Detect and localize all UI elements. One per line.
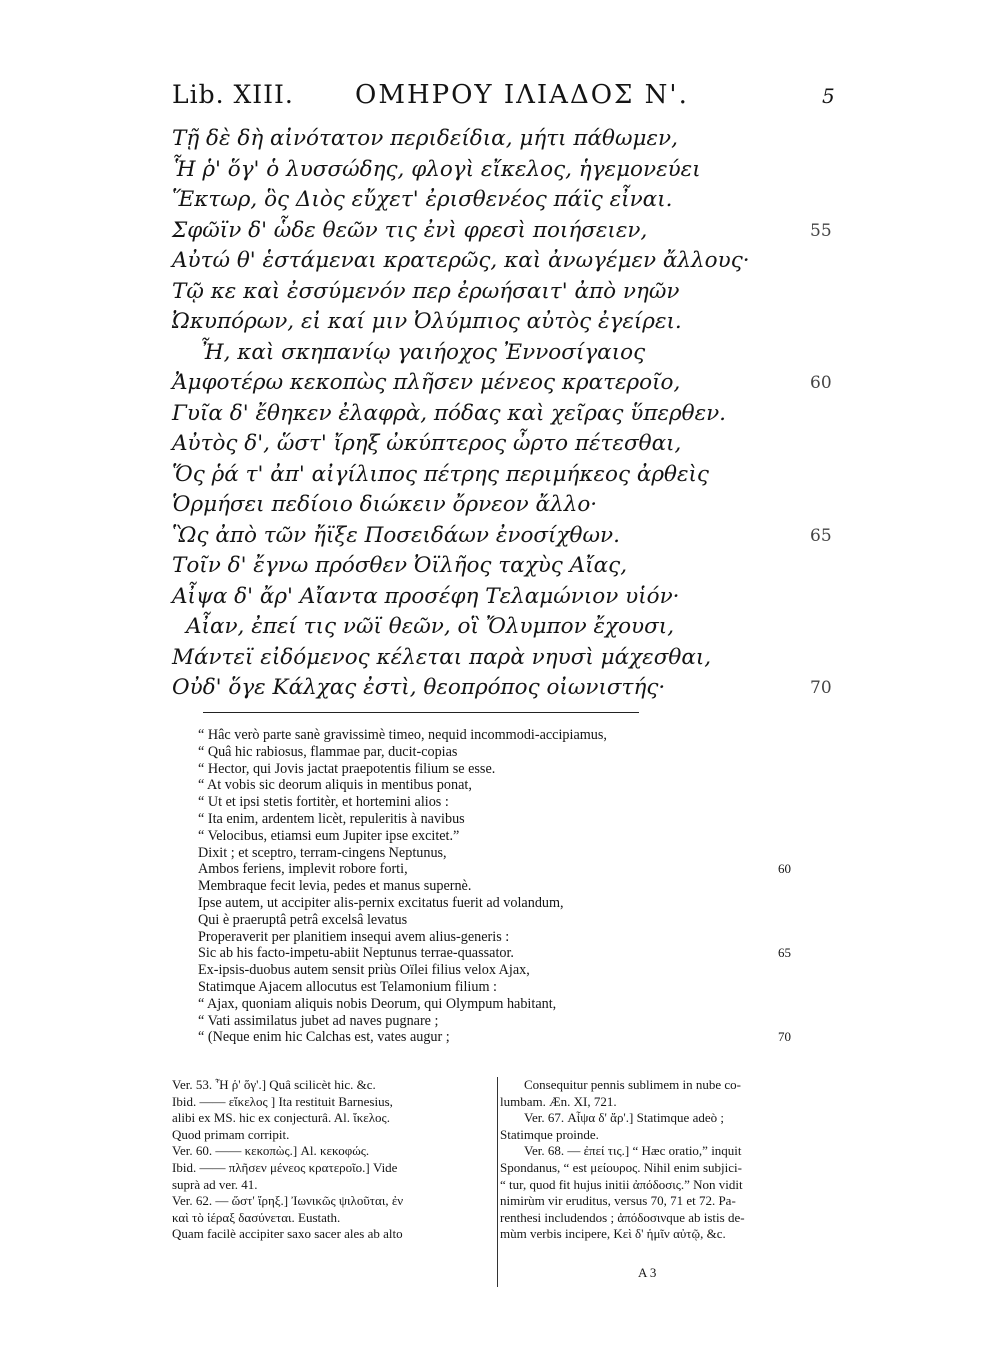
greek-line [172,521,872,552]
greek-line [172,643,872,674]
latin-line [198,861,798,878]
greek-line-text: Ἧ ῥ' ὅγ' ὁ λυσσώδης, φλογὶ εἴκελος, ἡγεμονεύει [172,156,701,182]
greek-line [172,124,872,155]
greek-line [172,673,872,704]
line-number: 55 [810,220,832,241]
latin-line [198,929,798,946]
footnotes-right-column [500,1077,832,1243]
greek-line [172,551,872,582]
greek-line-text: Τοῖν δ' ἔγνω πρόσθεν Ὀϊλῆος ταχὺς Αἴας, [172,553,628,578]
greek-line [172,246,872,277]
greek-line-text: Οὐδ' ὅγε Κάλχας ἐστὶ, θεοπρόπος οἰωνιστής· [172,675,666,700]
latin-line [198,828,798,845]
greek-line [172,429,872,460]
latin-line-text: Ambos feriens, implevit robore forti, [198,861,408,878]
greek-line-text: Τῇ δὲ δὴ αἰνότατον περιδείδια, μήτι πάθωμεν, [172,126,678,151]
footnote-column-divider [497,1077,498,1287]
greek-line-text: Αὐτώ θ' ἑστάμεναι κρατερῶς, καὶ ἀνωγέμεν ἄλλους· [172,248,750,273]
latin-line-text: Dixit ; et sceptro, terram-cingens Neptunus, [198,844,447,861]
footnotes-left-column [172,1077,494,1243]
greek-line [172,216,872,247]
greek-line-text: Σφῶϊν δ' ὧδε θεῶν τις ἐνὶ φρεσὶ ποιήσειεν, [172,217,648,243]
latin-line [198,912,798,929]
latin-line-text: “ Velocibus, etiamsi eum Jupiter ipse excitet.” [198,827,460,844]
running-head-title: ΟΜΗΡΟΥ ΙΛΙΑΔΟΣ Ν'. [355,80,689,110]
latin-translation-block [198,727,798,1046]
greek-line [172,399,872,430]
footnote-line: “ tur, quod fit hujus initii ἀπόδοσις.” Non vidit [500,1176,743,1192]
section-divider [203,712,639,713]
latin-line [198,794,798,811]
latin-line-text: Properaverit per planitiem insequi avem alius-generis : [198,928,510,945]
footnote-line: Quod primam corripit. [172,1126,290,1142]
latin-line-text: “ Ut et ipsi stetis fortitèr, et hortemini alios : [198,794,449,811]
latin-line [198,962,798,979]
greek-line-text: Ὁρμήσει πεδίοιο διώκειν ὄρνεον ἄλλο· [172,492,598,517]
footnote-line: Ibid. —— πλῆσεν μένεος κρατεροῖο.] Vide [172,1159,398,1175]
greek-line-text: Ὠκυπόρων, εἰ καί μιν Ὀλύμπιος αὐτὸς ἐγείρει. [172,309,682,334]
latin-line-text: Sic ab his facto-impetu-abiit Neptunus terrae-quassator. [198,945,514,962]
latin-line-text: Statimque Ajacem allocutus est Telamonium filium : [198,978,497,995]
latin-line-text: “ Quâ hic rabiosus, flammae par, ducit-copias [198,743,458,760]
printer-signature: A 3 [638,1265,657,1280]
greek-line-text: Μάντεϊ εἰδόμενος κέλεται παρὰ νηυσὶ μάχεσθαι, [172,644,712,670]
greek-line-text: Ἀμφοτέρω κεκοπὼς πλῆσεν μένεος κρατεροῖο, [172,370,681,395]
latin-line [198,811,798,828]
latin-line-text: “ Ajax, quoniam aliquis nobis Deorum, qui Olympum habitant, [198,995,557,1012]
latin-line [198,979,798,996]
line-number: 60 [810,373,832,393]
latin-line [198,777,798,794]
line-number: 65 [810,525,832,546]
footnote-line: lumbam. Æn. XI, 721. [500,1093,617,1109]
line-number: 65 [778,945,791,961]
latin-line [198,1029,798,1046]
latin-line [198,895,798,912]
latin-line-text: “ At vobis sic deorum aliquis in mentibus ponat, [198,777,472,794]
greek-line-text: Ὣς ἀπὸ τῶν ἤϊξε Ποσειδάων ἐνοσίχθων. [172,522,620,548]
footnote-line: Ibid. —— εἴκελος ] Ita restituit Barnesius, [172,1093,393,1109]
latin-line [198,945,798,962]
greek-line-text: Ἦ, καὶ σκηπανίῳ γαιήοχος Ἐννοσίγαιος [200,339,646,365]
greek-line-text: Τῷ κε καὶ ἐσσύμενόν περ ἐρωήσαιτ' ἀπὸ νηῶν [172,278,680,304]
latin-line-text: “ Hector, qui Jovis jactat praepotentis filium se esse. [198,760,496,777]
latin-line-text: Ex-ipsis-duobus autem sensit priùs Oïlei filius velox Ajax, [198,962,530,979]
latin-line [198,761,798,778]
line-number: 60 [778,861,791,877]
footnote-line: Ver. 60. —— κεκοπὼς.] Al. κεκοφώς. [172,1143,370,1159]
greek-line [172,307,872,338]
latin-line [198,744,798,761]
latin-line-text: “ Ita enim, ardentem licèt, repuleritis à navibus [198,810,465,827]
latin-line-text: “ Hâc verò parte sanè gravissimè timeo, nequid incommodi-accipiamus, [198,727,607,743]
footnote-line: suprà ad ver. 41. [172,1176,258,1192]
latin-line [198,727,798,744]
greek-line-text: Αὐτὸς δ', ὥστ' ἴρηξ ὠκύπτερος ὦρτο πέτεσθαι, [172,431,682,456]
running-head-book: Lib. XIII. [172,80,294,109]
latin-line [198,1013,798,1030]
greek-line [172,277,872,308]
greek-line [172,185,872,216]
latin-line [198,996,798,1013]
latin-line-text: Membraque fecit levia, pedes et manus supernè. [198,878,472,895]
greek-line-text: Ὅς ῥά τ' ἀπ' αἰγίλιπος πέτρης περιμήκεος ἀρθεὶς [172,461,709,487]
footnote-line: Ver. 68. — ἐπεί τις.] “ Hæc oratio,” inquit [524,1143,742,1159]
greek-line [172,490,872,521]
greek-line [172,612,872,643]
latin-line [198,845,798,862]
greek-line-text: Αἶαν, ἐπεί τις νῶϊ θεῶν, οἳ Ὄλυμπον ἔχουσι, [186,614,675,639]
greek-line [172,368,872,399]
greek-line-text: Γυῖα δ' ἔθηκεν ἐλαφρὰ, πόδας καὶ χεῖρας ὕπερθεν. [172,400,727,426]
greek-line-text: Αἶψα δ' ἄρ' Αἴαντα προσέφη Τελαμώνιον υἱόν· [172,583,680,609]
greek-line [172,155,872,186]
footnote-line: Quam facilè accipiter saxo sacer ales ab alto [172,1226,403,1242]
latin-line-text: Qui è praeruptâ petrâ excelsâ levatus [198,911,408,928]
footnote-line: Spondanus, “ est μείουρος. Nihil enim subjici- [500,1159,742,1175]
footnote-line: Ver. 67. Αἶψα δ' ἄρ'.] Statimque adeò ; [524,1110,724,1126]
latin-line-text: “ (Neque enim hic Calchas est, vates augur ; [198,1029,450,1046]
page-number: 5 [822,84,835,108]
footnote-line: Ver. 53. Ἧ ῥ' ὅγ'.] Quâ scilicèt hic. &c. [172,1077,376,1092]
greek-line [172,460,872,491]
line-number: 70 [810,678,832,698]
footnote-line: alibi ex MS. hic ex conjecturâ. Al. ἴκελος. [172,1110,390,1126]
greek-line-text: Ἕκτωρ, ὃς Διὸς εὔχετ' ἐρισθενέος πάϊς εἶναι. [172,187,673,212]
line-number: 70 [778,1029,791,1045]
footnote-line: Consequitur pennis sublimem in nube co- [524,1077,742,1092]
footnote-line: καὶ τὸ ἱέραξ δασύνεται. Eustath. [172,1209,341,1225]
footnote-line: Statimque proinde. [500,1126,599,1142]
footnote-line: nimirùm vir eruditus, versus 70, 71 et 72. Pa- [500,1193,736,1209]
greek-verse-block [172,124,872,704]
latin-line-text: “ Vati assimilatus jubet ad naves pugnare ; [198,1012,439,1029]
latin-line [198,878,798,895]
footnote-line: renthesi includendos ; ἀπόδοσινque ab istis de- [500,1209,745,1225]
greek-line [172,582,872,613]
greek-line [172,338,872,369]
latin-line-text: Ipse autem, ut accipiter alis-pernix excitatus fuerit ad volandum, [198,894,564,911]
footnote-line: mùm verbis incipere, Κεὶ δ' ἡμῖν αὐτῷ, &c. [500,1226,726,1242]
footnote-line: Ver. 62. — ὥστ' ἴρηξ.] Ἰωνικῶς ψιλοῦται, ἐν [172,1193,404,1209]
